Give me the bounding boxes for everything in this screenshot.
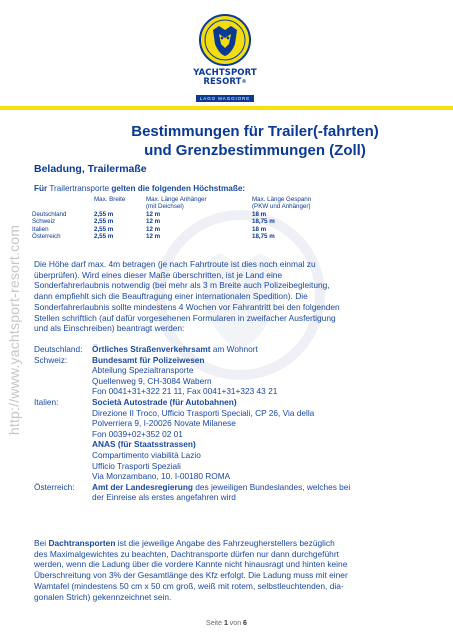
brand-subtitle: LAGO MAGGIORE — [196, 95, 254, 102]
page-title: Bestimmungen für Trailer(-fahrten) und Grenzbestimmungen (Zoll) — [131, 123, 379, 159]
table-header-row: Max. Breite Max. Länge Anhänger Max. Länge Gespann — [94, 196, 312, 203]
table-row: Italien 2,55 m 12 m 18 m — [32, 225, 267, 233]
authority-germany: Deutschland: Örtliches Straßenverkehrsamt am Wohnort — [34, 344, 258, 354]
authority-italy: Italien: Società Autostrade (für Autobahnen) Direzione II Troco, Ufficio Trasporti Speciali, CP 26, Via della Polverriera 9, I-20026 Novate Milanese Fon 0039+02+352 02 01 ANAS (für Staatsstrassen) Compartimento viabilità Lazio Ufficio Trasporti Speziali Via Monzambano, 10. I-00180 ROMA — [34, 396, 315, 482]
brand-logo — [180, 12, 270, 105]
section-heading: Beladung, Trailermaße — [34, 163, 147, 175]
authority-austria: Österreich: Amt der Landesregierung des jeweiligen Bundeslandes, welches bei der Einreise als erstes angefahren wird — [34, 481, 351, 503]
yellow-divider — [0, 106, 453, 110]
height-paragraph: Die Höhe darf max. 4m betragen (je nach Fahrtroute ist dies noch einmal zu überprüfen). Wird eines dieser Maße überschritten, ist je Land eine Sonderfahrerlaubnis notwendig (bei mehr als 3 m Breite auch Polizeibegleitung, dann empfiehlt sich die Beauftragung einer internationalen Spedition). Die Sonderfahrerlaubnis sollte mindestens 4 Wochen vor Fahrantritt bei den folgenden Stellen schriftlich (auf dafür vorgesehenen Formularen in zweifacher Ausfertigung und als Einschreiben) beantragt werden: — [34, 259, 340, 334]
dimensions-table — [32, 196, 317, 240]
table-subheader-row: (mit Deichsel) (PKW und Anhänger) — [146, 203, 311, 211]
authorities-list — [34, 344, 350, 503]
table-row: Österreich 2,55 m 12 m 18,75 m — [32, 233, 275, 241]
authority-switzerland: Schweiz: Bundesamt für Polizeiwesen Abteilung Spezialtransporte Quellenweg 9, CH-3084 Wabern Fon 0041+31+322 21 11, Fax 0041+31+323 43 21 — [34, 354, 278, 397]
roof-transport-paragraph: Bei Dachtransporten ist die jeweilige Angabe des Fahrzeugherstellers bezüglich des Maximalgewichtes zu beachten, Dachtransporte dürfen nur dann durchgeführt werden, wenn die Ladung über die vordere Kannte nicht hinausragt und hinten keine Überschreitung von 3% der Gesamtlänge des Kfz erfolgt. Die Ladung muss mit einer Wamtafel (mindestens 50 cm x 50 cm groß, weiß mit rotem, selbstleuchtenden, dia- gonalen Strich) gekennzeichnet sein. — [34, 538, 348, 602]
brand-name: YACHTSPORT RESORT® — [193, 68, 257, 87]
intro-line: Für Trailertransporte gelten die folgenden Höchstmaße: — [34, 184, 246, 193]
table-row: Deutschland 2,55 m 12 m 18 m — [32, 210, 267, 218]
lion-crest-icon — [197, 12, 253, 68]
table-row: Schweiz 2,55 m 12 m 18,75 m — [32, 218, 275, 226]
page-footer: Seite 1 von 6 — [206, 620, 247, 627]
side-url: http://www.yachtsport-resort.com — [6, 224, 22, 436]
